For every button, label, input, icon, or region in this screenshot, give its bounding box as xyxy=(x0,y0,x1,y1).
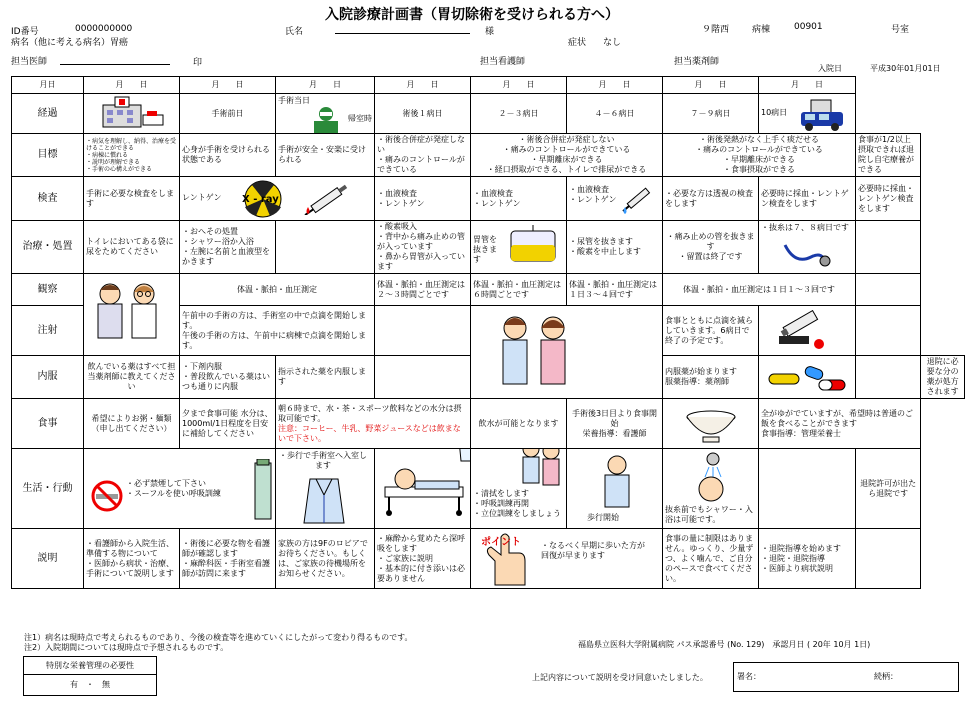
setsumei-pod1-text: ・なるべく早期に歩いた方が回復が早まります xyxy=(541,541,645,560)
discharge-car-icon xyxy=(797,98,847,132)
seikatsu-admission-text: ・必ず禁煙して下さい ・スーフルを使い呼吸訓練 xyxy=(126,479,221,498)
kansatsu-pod4-9: 体温・脈拍・血圧測定は１日１～３回です xyxy=(663,274,856,306)
row-header-mokuhyo: 目標 xyxy=(12,134,84,177)
syringe-small-icon xyxy=(619,181,659,217)
shokuji-op-day xyxy=(276,399,471,449)
symptom-label: 症状 xyxy=(568,38,587,48)
setsumei-pre-op: ・術後に必要な物を看護師が確認します ・麻酔科医・手術室看護師が訪問に来ます xyxy=(180,529,276,589)
row-header-keika: 経過 xyxy=(12,94,84,134)
seikatsu-pod4-6-text: 抜糸前でもシャワー・入浴は可能です。 xyxy=(665,505,753,524)
document-title: 入院診療計画書（胃切除術を受けられる方へ） xyxy=(325,7,619,23)
naifuku-return xyxy=(375,356,471,399)
row-header-setsumei: 説明 xyxy=(12,529,84,589)
date-cell: 月 日 xyxy=(759,77,856,94)
seikatsu-pod1-text: ・清拭をします ・呼吸訓練再開 ・立位訓練をしましょう xyxy=(473,489,561,518)
seikatsu-pod7-9 xyxy=(759,449,856,529)
chiryo-return: ・酸素吸入 ・背中から痛み止めの管が入っています ・鼻から胃管が入っています xyxy=(375,221,471,274)
point-label: ポイント xyxy=(481,537,521,548)
kensa-pod2-3 xyxy=(567,177,663,221)
date-cell: 月 日 xyxy=(471,77,567,94)
seikatsu-pod1 xyxy=(471,449,567,529)
doctors-icon-cell xyxy=(84,274,180,356)
chusha-return xyxy=(375,306,471,356)
date-cell: 月 日 xyxy=(375,77,471,94)
chusha-pre-op: 午前中の手術の方は、手術室の中で点滴を開始します。 午後の手術の方は、午前中に病棟で点滴を開始します。 xyxy=(180,306,375,356)
patients-icon xyxy=(491,312,581,392)
keika-pre-op: 手術前日 xyxy=(180,94,276,134)
setsumei-pod10 xyxy=(856,529,921,589)
mokuhyo-pre-op: 心身が手術を受けられる状態である xyxy=(180,134,276,177)
shokuji-admission: 希望によりお粥・麺類（申し出てください） xyxy=(84,399,180,449)
consent-text: 上記内容について説明を受け同意いたしました。 xyxy=(532,673,708,682)
date-cell: 月 日 xyxy=(567,77,663,94)
kansatsu-pre-op: 体温・脈拍・血圧測定 xyxy=(180,274,375,306)
nutrition-value[interactable]: 有 ・ 無 xyxy=(70,680,110,689)
naifuku-op-day: 指示された薬を内服します xyxy=(276,356,375,399)
chiryo-pod4-6: ・痛み止めの管を抜きます ・留置は終了です xyxy=(663,221,759,274)
naifuku-admission: 飲んでいる薬はすべて担当薬剤師に教えてください xyxy=(84,356,180,399)
setsumei-pod1 xyxy=(471,529,663,589)
chiryo-op-day xyxy=(276,221,375,274)
signature-box xyxy=(733,662,959,692)
seikatsu-pod2-3-text: 歩行開始 xyxy=(587,513,619,522)
water-glass-icon xyxy=(455,449,471,464)
naifuku-pod7-9 xyxy=(856,356,921,399)
name-line xyxy=(335,33,470,34)
kensa-pod2-3-text: ・血液検査 ・レントゲン xyxy=(569,185,617,204)
chiryo-pre-op: ・おへその処置 ・シャワー浴か入浴 ・左腕に名前と血液型をかきます xyxy=(180,221,276,274)
kensa-pod1: ・血液検査 ・レントゲン xyxy=(471,177,567,221)
shokuji-pod1: 飲水が可能となります xyxy=(471,399,567,449)
sama-label: 様 xyxy=(485,27,495,37)
seikatsu-return xyxy=(375,449,471,529)
disease-label: 病名（他に考える病名）胃癌 xyxy=(11,38,129,48)
date-row xyxy=(12,77,965,94)
naifuku-pod10: 退院に必要な分の薬が処方されます xyxy=(921,356,965,399)
name-label: 氏名 xyxy=(285,27,304,37)
row-chiryo xyxy=(12,221,965,274)
row-header-chusha: 注射 xyxy=(12,306,84,356)
point-hand-icon xyxy=(475,531,539,587)
mokuhyo-admission: ・病気を理解し、納得、治療を受けることができる ・病棟に慣れる ・説明が理解できる ・手術の心構えができる xyxy=(84,134,180,177)
chusha-pod4-6: 食事とともに点滴を減らしていきます。6病日で終了の予定です。 xyxy=(663,306,759,356)
setsumei-pod7-9: ・退院指導を始めます ・退院・退院指導 ・医師より病状説明 xyxy=(759,529,856,589)
keika-op-day xyxy=(276,94,375,134)
chiryo-pod1 xyxy=(471,221,567,274)
row-kansatsu xyxy=(12,274,965,306)
surgeon-icon xyxy=(306,106,346,134)
hospital-building-icon xyxy=(84,94,180,134)
plan-table xyxy=(11,76,965,589)
gown-icon xyxy=(302,475,346,527)
mokuhyo-op-day: 手術が安全・安楽に受けられる xyxy=(276,134,375,177)
row-header-kensa: 検査 xyxy=(12,177,84,221)
admission-label: 入院日 xyxy=(818,64,842,73)
chiryo-pod7-9-text: ・抜糸は７、８病日です xyxy=(761,223,849,232)
mokuhyo-pod4-9: ・術後発熱がなく上手く痰だせる ・痛みのコントロールができている ・早期離床ができる ・食事摂取ができる xyxy=(663,134,856,177)
date-cell: 月 日 xyxy=(276,77,375,94)
chusha-pod10 xyxy=(856,306,921,356)
naifuku-pre-op: ・下剤内服 ・普段飲んでいる薬はいつも通りに内服 xyxy=(180,356,276,399)
syringe-icon xyxy=(300,183,356,215)
corner-cell: 月日 xyxy=(12,77,84,94)
keika-pod2-3: ２－３病日 xyxy=(471,94,567,134)
seikatsu-pod10: 退院許可が出たら退院です xyxy=(856,449,921,529)
relation-label: 続柄： xyxy=(874,672,898,681)
row-mokuhyo xyxy=(12,134,965,177)
row-header-seikatsu: 生活・行動 xyxy=(12,449,84,529)
kansatsu-pod1: 体温・脈拍・血圧測定は６時間ごとです xyxy=(471,274,567,306)
setsumei-return: ・麻酔から覚めたら深呼吸をします ・ご家族に説明 ・基本的に付き添いは必要ありません xyxy=(375,529,471,589)
setsumei-pod4-6: 食事の量に制限はありません。ゆっくり、少量ずつ、よく噛んで、ご自分のペースで食べてください。 xyxy=(663,529,759,589)
chiryo-pod7-9 xyxy=(759,221,856,274)
patients-icon-cell xyxy=(471,306,663,399)
seikatsu-pod2-3 xyxy=(567,449,663,529)
rice-bowl-icon xyxy=(681,405,741,445)
setsumei-op-day: 家族の方は9Fのロビアでお待ちください。もしくは、ご家族の待機場所をお知らせください。 xyxy=(276,529,375,589)
shokuji-op-day-text: 朝６時まで、水・茶・スポーツ飲料などの水分は摂取可能です。 xyxy=(278,403,462,423)
bed-patient-icon xyxy=(379,461,469,517)
doctors-icon xyxy=(88,280,168,340)
pills-icon xyxy=(765,358,849,396)
shokuji-pre-op: 夕まで食事可能 水分は、1000ml/1日程度を目安に補給してください xyxy=(180,399,276,449)
keika-pod10-label: 10病日 xyxy=(761,108,788,117)
walking-assist-icon xyxy=(515,449,565,488)
row-seikatsu xyxy=(12,449,965,529)
keika-pod10 xyxy=(759,94,856,134)
chusha-pod7-9 xyxy=(759,306,856,356)
symptom-value: なし xyxy=(603,38,622,48)
row-header-naifuku: 内服 xyxy=(12,356,84,399)
mokuhyo-return: ・術後合併症が発症しない ・痛みのコントロールができている xyxy=(375,134,471,177)
shokuji-pod2-3: 手術後3日目より食事開始 栄養指導：看護師 xyxy=(567,399,663,449)
row-header-kansatsu: 観察 xyxy=(12,274,84,306)
no-smoking-icon xyxy=(90,479,124,513)
id-value: 0000000000 xyxy=(75,24,133,34)
keika-pod1: 術後１病日 xyxy=(375,94,471,134)
kansatsu-pod2-3: 体温・脈拍・血圧測定は１日３～４回です xyxy=(567,274,663,306)
naifuku-pills-cell xyxy=(759,356,856,399)
naifuku-pod2-3: 内服薬が始まります 服薬指導：薬剤師 xyxy=(663,356,759,399)
kansatsu-return: 体温・脈拍・血圧測定は２～３時間ごとです xyxy=(375,274,471,306)
drainage-bag-icon xyxy=(505,225,561,265)
xray-icon xyxy=(240,179,286,219)
date-cell: 月 日 xyxy=(180,77,276,94)
hospital-approval: 福島県立医科大学附属病院 パス承認番号 (No. 129) 承認月日 ( 20年 10月 1日) xyxy=(578,640,871,649)
kensa-xray-label: レントゲン xyxy=(182,193,222,202)
xray-text: X - ray xyxy=(242,194,279,205)
row-kensa xyxy=(12,177,965,221)
nutrition-box xyxy=(23,656,157,696)
chiryo-pod1-text: 胃管を抜きます xyxy=(473,235,497,264)
date-cell: 月 日 xyxy=(663,77,759,94)
seikatsu-admission xyxy=(84,449,276,529)
shower-icon xyxy=(683,451,739,503)
row-header-chiryo: 治療・処置 xyxy=(12,221,84,274)
keika-pod7-9: ７－９病日 xyxy=(663,94,759,134)
iv-drip-icon xyxy=(773,310,833,352)
seikatsu-op-day-text: ・歩行で手術室へ入室します xyxy=(279,451,367,470)
room-number: 00901 xyxy=(794,22,823,32)
nutrition-title: 特別な栄養管理の必要性 xyxy=(24,657,156,675)
admission-date: 平成30年01月01日 xyxy=(870,64,941,73)
note-2: 注2）入院期間については現時点で予想されるものです。 xyxy=(24,643,229,652)
kensa-return: ・血液検査 ・レントゲン xyxy=(375,177,471,221)
mokuhyo-pod1-3: ・術後合併症が発症しない ・痛みのコントロールができている ・早期離床ができる ・経口摂取ができる、トイレで排尿ができる xyxy=(471,134,663,177)
id-label: ID番号 xyxy=(11,27,39,37)
keika-return-label: 帰室時 xyxy=(348,114,372,123)
seal-label: 印 xyxy=(193,58,203,68)
kansatsu-pod10 xyxy=(856,274,921,306)
shokuji-pod7-10: 全がゆがでていますが、希望時は普通のご飯を食べることができます 食事指導：管理栄養士 xyxy=(759,399,921,449)
pharmacist-label: 担当薬剤師 xyxy=(674,57,720,67)
seikatsu-op-day xyxy=(276,449,375,529)
ward-floor: ９階西 xyxy=(702,25,730,35)
stethoscope-icon xyxy=(779,239,831,267)
mokuhyo-pod10: 食事が1/2以上摂取できれば退院し自宅療養ができる xyxy=(856,134,921,177)
row-header-shokuji: 食事 xyxy=(12,399,84,449)
keika-op-day-label: 手術当日 xyxy=(278,96,310,105)
shokuji-caution: 注意：コーヒー、牛乳、野菜ジュースなどは飲まないで下さい。 xyxy=(278,423,461,443)
seikatsu-pod4-6 xyxy=(663,449,759,529)
kensa-pod10: 必要時に採血・レントゲン検査をします xyxy=(856,177,921,221)
kensa-admission: 手術に必要な検査をします xyxy=(84,177,180,221)
date-cell: 月 日 xyxy=(84,77,180,94)
walking-patient-icon xyxy=(597,455,637,511)
row-keika xyxy=(12,94,965,134)
kensa-pod4-6: ・必要な方は透視の検査をします xyxy=(663,177,759,221)
chiryo-admission: トイレにおいてある袋に尿をためてください xyxy=(84,221,180,274)
sign-label: 署名： xyxy=(737,672,761,681)
spirometer-icon xyxy=(252,459,274,521)
ward-label: 病棟 xyxy=(752,25,771,35)
doctor-line xyxy=(60,64,170,65)
doctor-label: 担当医師 xyxy=(11,57,48,67)
nurse-label: 担当看護師 xyxy=(480,57,526,67)
chiryo-pod10 xyxy=(856,221,921,274)
kensa-pre-op xyxy=(180,177,375,221)
setsumei-admission: ・看護師から入院生活、準備する物について ・医師から病状・治療、手術について説明します xyxy=(84,529,180,589)
row-setsumei xyxy=(12,529,965,589)
kensa-pod7-9: 必要時に採血・レントゲン検査をします xyxy=(759,177,856,221)
chiryo-pod2-3: ・尿管を抜きます ・酸素を中止します xyxy=(567,221,663,274)
room-label: 号室 xyxy=(891,25,910,35)
keika-pod4-6: ４－６病日 xyxy=(567,94,663,134)
note-1: 注1）病名は現時点で考えられるものであり、今後の検査等を進めていくにしたがって変わり得るものです。 xyxy=(24,633,413,642)
row-shokuji xyxy=(12,399,965,449)
shokuji-bowl-cell xyxy=(663,399,759,449)
